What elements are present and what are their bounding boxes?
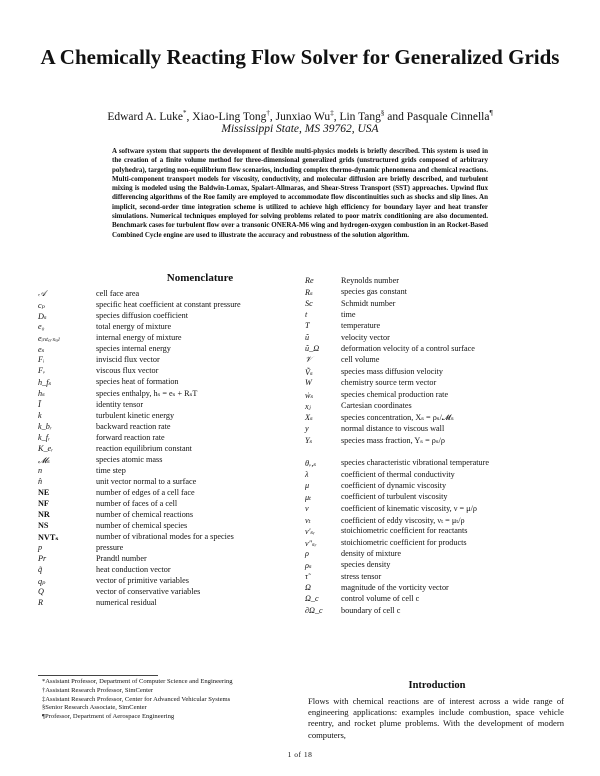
- footnotes: [38, 678, 278, 722]
- nomenclature-row: [38, 411, 300, 422]
- abstract: A software system that supports the development of flexible multi-physics models is briefly described. This system is used in the creation of a finite volume method for three-dimensional generalized grids (unstructured grids composed of arbitrary polyhedra), targeting non-equilibrium flow scenarios, including complex thermo-dynamic phenomena and chemical reactions. Multi-component transport models for viscosity, conductivity, and molecular diffusion are briefly described, and turbulent mixing is modeled using the Baldwin-Lomax, Spalart-Allmaras, and Shear-Stress Transport (SST) approaches. Upwind flux differencing algorithms of the Roe family are employed to accommodate flow discontinuities such as shocks and slip lines. An implicit, second-order time integration scheme is utilized to achieve high efficiency for boundary layer and heat transfer simulations. Numerical techniques employed for solving problems related to poor matrix conditioning are also documented. Benchmark cases for turbulent flow over a transonic ONERA-M6 wing and hydrogen-oxygen combustion in an Rocket-Based Combined Cycle engine are used to illustrate the accuracy and robustness of the solution algorithm.: [112, 147, 488, 239]
- nomenclature-definition: total energy of mixture: [96, 322, 172, 332]
- nomenclature-heading: Nomenclature: [166, 272, 234, 284]
- nomenclature-symbol: Fᵢ: [38, 355, 45, 365]
- nomenclature-symbol: Ṽₛ: [305, 367, 313, 377]
- author-footnote-mark: ‡: [330, 109, 334, 117]
- nomenclature-symbol: Xₛ: [305, 413, 313, 423]
- nomenclature-row: [38, 598, 300, 609]
- author-name: Edward A. Luke: [107, 110, 184, 123]
- nomenclature-row: [305, 424, 570, 435]
- author-name: Junxiao Wu: [275, 110, 331, 123]
- nomenclature-definition: number of edges of a cell face: [96, 487, 195, 497]
- nomenclature-symbol: Ω: [305, 583, 311, 593]
- nomenclature-symbol: ν: [305, 503, 309, 513]
- nomenclature-definition: pressure: [96, 543, 124, 553]
- nomenclature-symbol: ρ: [305, 549, 309, 559]
- nomenclature-row: [38, 422, 300, 433]
- nomenclature-definition: number of chemical species: [96, 521, 188, 531]
- author-list: Edward A. Luke*, Xiao-Ling Tong†, Junxiao Wu‡, Lin Tang§ and Pasquale Cinnella¶: [107, 109, 493, 123]
- nomenclature-definition: normal distance to viscous wall: [341, 423, 445, 433]
- nomenclature-symbol: θᵥ,ₛ: [305, 459, 317, 469]
- nomenclature-definition: velocity vector: [341, 332, 390, 342]
- nomenclature-definition: species atomic mass: [96, 454, 163, 464]
- author-footnote-mark: *: [183, 109, 187, 117]
- nomenclature-definition: coefficient of eddy viscosity, νₜ = μₜ/ρ: [341, 516, 465, 525]
- nomenclature-row: [38, 543, 300, 554]
- nomenclature-definition: stress tensor: [341, 571, 382, 581]
- nomenclature-symbol: ũ: [305, 332, 310, 342]
- nomenclature-definition: chemistry source term vector: [341, 378, 437, 388]
- nomenclature-definition: stoichiometric coefficient for products: [341, 537, 467, 547]
- nomenclature-row: [38, 532, 300, 543]
- author-footnote-mark: §: [380, 109, 385, 117]
- nomenclature-row: [38, 344, 300, 355]
- nomenclature-symbol: Fᵥ: [38, 366, 46, 376]
- nomenclature-symbol: K_eᵣ: [38, 443, 54, 453]
- paper-title: A Chemically Reacting Flow Solver for Generalized Grids: [40, 45, 560, 69]
- nomenclature-symbol: e₀: [38, 322, 45, 332]
- nomenclature-symbol: NF: [38, 498, 49, 508]
- nomenclature-definition: coefficient of kinematic viscosity, ν = μ/ρ: [341, 503, 477, 513]
- nomenclature-symbol: y: [305, 423, 309, 433]
- nomenclature-symbol: NVTₛ: [38, 533, 59, 543]
- nomenclature-row: [38, 388, 300, 399]
- nomenclature-symbol: qₚ: [38, 577, 46, 587]
- nomenclature-row: [38, 300, 300, 311]
- nomenclature-definition: backward reaction rate: [96, 421, 171, 431]
- nomenclature-symbol: ∂Ω_c: [305, 605, 323, 615]
- nomenclature-definition: inviscid flux vector: [96, 355, 160, 365]
- introduction-heading: Introduction: [408, 680, 466, 691]
- nomenclature-row: [305, 355, 570, 366]
- footnote: ‡Assistant Research Professor, Center for Advanced Vehicular Systems: [42, 695, 231, 703]
- nomenclature-symbol: μₜ: [305, 493, 312, 503]
- nomenclature-symbol: νₜ: [305, 516, 311, 525]
- nomenclature-definition: species mass diffusion velocity: [341, 366, 443, 376]
- nomenclature-definition: density of mixture: [341, 549, 402, 559]
- nomenclature-row: [38, 433, 300, 444]
- nomenclature-definition: temperature: [341, 321, 381, 331]
- nomenclature-row: [38, 499, 300, 510]
- nomenclature-row: [38, 576, 300, 587]
- nomenclature-definition: number of vibrational modes for a species: [96, 532, 234, 542]
- nomenclature-definition: control volume of cell c: [341, 594, 420, 604]
- nomenclature-definition: turbulent kinetic energy: [96, 410, 175, 420]
- nomenclature-symbol: p: [38, 543, 43, 553]
- nomenclature-symbol: λ: [305, 469, 309, 479]
- nomenclature-definition: species mass fraction, Yₛ = ρₛ/ρ: [341, 435, 445, 445]
- nomenclature-row: [305, 412, 570, 423]
- nomenclature-symbol: xⱼ: [305, 401, 311, 411]
- nomenclature-symbol: T: [305, 321, 310, 331]
- nomenclature-symbol: ẇₛ: [305, 390, 314, 400]
- nomenclature-symbol: μ: [305, 480, 310, 490]
- nomenclature-definition: Reynolds number: [341, 276, 399, 285]
- nomenclature-row: [38, 521, 300, 532]
- nomenclature-definition: cell face area: [96, 289, 140, 298]
- nomenclature-symbol: t: [305, 310, 308, 320]
- nomenclature-row: [38, 477, 300, 488]
- nomenclature-symbol: Pr: [38, 554, 47, 564]
- nomenclature-symbol: k_bᵣ: [38, 421, 52, 431]
- nomenclature-symbol: 𝒱: [305, 355, 312, 365]
- nomenclature-definition: unit vector normal to a surface: [96, 476, 197, 486]
- nomenclature-symbol: Yₛ: [305, 435, 313, 445]
- footnote: ¶Professor, Department of Aerospace Engineering: [42, 713, 175, 721]
- nomenclature-definition: species heat of formation: [96, 377, 179, 387]
- nomenclature-symbol: Ω_c: [305, 594, 319, 604]
- nomenclature-row: [305, 287, 570, 298]
- nomenclature-symbol: n̂: [38, 476, 43, 486]
- nomenclature-row: [305, 583, 570, 594]
- nomenclature-definition: internal energy of mixture: [96, 333, 182, 343]
- nomenclature-symbol: q̃: [38, 565, 43, 575]
- nomenclature-symbol: ν″ₛᵣ: [305, 538, 317, 548]
- nomenclature-row: [305, 594, 570, 605]
- nomenclature-definition: species diffusion coefficient: [96, 311, 189, 321]
- nomenclature-symbol: 𝓜ₛ: [38, 455, 50, 465]
- nomenclature-symbol: Rₛ: [305, 288, 313, 298]
- nomenclature-definition: number of chemical reactions: [96, 510, 194, 519]
- author-footnote-mark: ¶: [489, 109, 493, 117]
- nomenclature-row: [38, 565, 300, 576]
- nomenclature-row: [38, 554, 300, 565]
- nomenclature-row: [305, 481, 570, 492]
- page-number: 1 of 18: [287, 750, 313, 759]
- nomenclature-row: [305, 333, 570, 344]
- nomenclature-definition: numerical residual: [96, 598, 157, 608]
- nomenclature-row: [38, 322, 300, 333]
- nomenclature-left-column: [38, 289, 300, 619]
- nomenclature-row: [38, 455, 300, 466]
- nomenclature-symbol: Q: [38, 587, 44, 597]
- nomenclature-symbol: hₛ: [38, 389, 45, 399]
- nomenclature-definition: magnitude of the vorticity vector: [341, 583, 449, 593]
- nomenclature-row: [305, 538, 570, 549]
- nomenclature-row: [305, 299, 570, 310]
- nomenclature-row: [305, 492, 570, 503]
- nomenclature-row: [305, 378, 570, 389]
- nomenclature-row: [305, 310, 570, 321]
- nomenclature-row: [305, 606, 570, 617]
- nomenclature-definition: cell volume: [341, 355, 380, 365]
- nomenclature-symbol: eₛ: [38, 345, 45, 355]
- nomenclature-symbol: Re: [305, 276, 314, 285]
- nomenclature-row: [305, 572, 570, 583]
- nomenclature-symbol: n: [38, 465, 43, 475]
- nomenclature-definition: coefficient of thermal conductivity: [341, 469, 455, 479]
- nomenclature-row: [305, 515, 570, 526]
- nomenclature-symbol: ũ_Ω: [305, 344, 320, 354]
- nomenclature-definition: coefficient of turbulent viscosity: [341, 492, 448, 502]
- nomenclature-definition: viscous flux vector: [96, 366, 159, 376]
- nomenclature-row: [305, 390, 570, 401]
- nomenclature-definition: species characteristic vibrational temperature: [341, 458, 489, 468]
- nomenclature-row: [305, 526, 570, 537]
- nomenclature-symbol: NS: [38, 521, 49, 531]
- nomenclature-definition: vector of conservative variables: [96, 587, 201, 597]
- nomenclature-definition: species gas constant: [341, 287, 407, 297]
- nomenclature-symbol: Dₛ: [38, 312, 47, 322]
- nomenclature-definition: Prandtl number: [96, 554, 147, 564]
- nomenclature-row: [305, 560, 570, 571]
- nomenclature-row: [305, 470, 570, 481]
- nomenclature-symbol: Sc: [305, 298, 313, 308]
- author-name: Lin Tang: [339, 110, 381, 123]
- author-name: Xiao-Ling Tong: [192, 110, 267, 123]
- nomenclature-definition: deformation velocity of a control surface: [341, 344, 475, 354]
- nomenclature-row: [305, 344, 570, 355]
- nomenclature-row: [305, 458, 570, 469]
- nomenclature-definition: forward reaction rate: [96, 432, 165, 442]
- footnote-rule: [38, 675, 158, 676]
- nomenclature-definition: number of faces of a cell: [96, 498, 178, 508]
- nomenclature-definition: species enthalpy, hₛ = eₛ + RₛT: [96, 389, 198, 399]
- nomenclature-row: [38, 289, 300, 300]
- nomenclature-symbol: eᵢₙₜₑᵣₙₐₗ: [38, 334, 61, 344]
- affiliation: Mississippi State, MS 39762, USA: [221, 123, 379, 135]
- nomenclature-symbol: R: [38, 598, 44, 608]
- nomenclature-symbol: W: [305, 378, 312, 388]
- nomenclature-definition: time: [341, 310, 356, 320]
- nomenclature-symbol: Ĩ: [38, 399, 41, 409]
- nomenclature-row: [305, 367, 570, 378]
- nomenclature-row: [305, 549, 570, 560]
- nomenclature-definition: stoichiometric coefficient for reactants: [341, 526, 468, 536]
- nomenclature-definition: coefficient of dynamic viscosity: [341, 480, 447, 490]
- nomenclature-symbol: NR: [38, 510, 50, 519]
- nomenclature-symbol: k_fᵣ: [38, 432, 51, 442]
- nomenclature-definition: species density: [341, 560, 391, 570]
- introduction-text: Flows with chemical reactions are of interest across a wide range of engineering applications: examples include combustion, space vehicle reentry, and rocket plume problems. With the development of modern computers,: [308, 696, 564, 740]
- nomenclature-row: [38, 400, 300, 411]
- nomenclature-row: [305, 401, 570, 412]
- nomenclature-right-column: [305, 276, 570, 621]
- nomenclature-row: [305, 504, 570, 515]
- nomenclature-definition: species concentration, Xₛ = ρₛ/𝓜ₛ: [341, 413, 454, 423]
- nomenclature-row: [38, 466, 300, 477]
- footnote: §Senior Research Associate, SimCenter: [42, 704, 147, 712]
- nomenclature-row: [38, 377, 300, 388]
- nomenclature-symbol: h_fₛ: [38, 378, 52, 388]
- footnote: *Assistant Professor, Department of Computer Science and Engineering: [42, 678, 233, 685]
- nomenclature-definition: Cartesian coordinates: [341, 400, 412, 410]
- nomenclature-symbol: ν′ₛᵣ: [305, 527, 316, 537]
- nomenclature-row: [305, 276, 570, 287]
- nomenclature-definition: species internal energy: [96, 344, 171, 354]
- nomenclature-row: [38, 333, 300, 344]
- nomenclature-row: [38, 444, 300, 455]
- footnote: †Assistant Research Professor, SimCenter: [42, 686, 154, 694]
- nomenclature-definition: time step: [96, 465, 126, 475]
- nomenclature-definition: species chemical production rate: [341, 389, 449, 399]
- author-footnote-mark: †: [266, 109, 270, 117]
- nomenclature-row: [38, 311, 300, 322]
- nomenclature-definition: boundary of cell c: [341, 605, 401, 615]
- nomenclature-row: [38, 366, 300, 377]
- nomenclature-definition: reaction equilibrium constant: [96, 443, 192, 453]
- nomenclature-symbol: k: [38, 410, 42, 420]
- nomenclature-row: [305, 435, 570, 446]
- author-name: Pasquale Cinnella: [406, 110, 490, 123]
- nomenclature-definition: Schmidt number: [341, 298, 396, 308]
- nomenclature-definition: heat conduction vector: [96, 565, 171, 575]
- nomenclature-definition: vector of primitive variables: [96, 576, 189, 586]
- nomenclature-row: [38, 488, 300, 499]
- nomenclature-definition: specific heat coefficient at constant pressure: [96, 300, 241, 310]
- nomenclature-row: [38, 355, 300, 366]
- nomenclature-symbol: cₚ: [38, 301, 45, 311]
- nomenclature-row: [38, 510, 300, 521]
- nomenclature-symbol: NE: [38, 487, 50, 497]
- nomenclature-row: [305, 321, 570, 332]
- nomenclature-symbol: ρₛ: [305, 561, 312, 571]
- nomenclature-symbol: τ̃: [305, 571, 308, 581]
- nomenclature-symbol: 𝒜: [38, 289, 46, 298]
- nomenclature-row: [38, 587, 300, 598]
- nomenclature-definition: identity tensor: [96, 399, 144, 409]
